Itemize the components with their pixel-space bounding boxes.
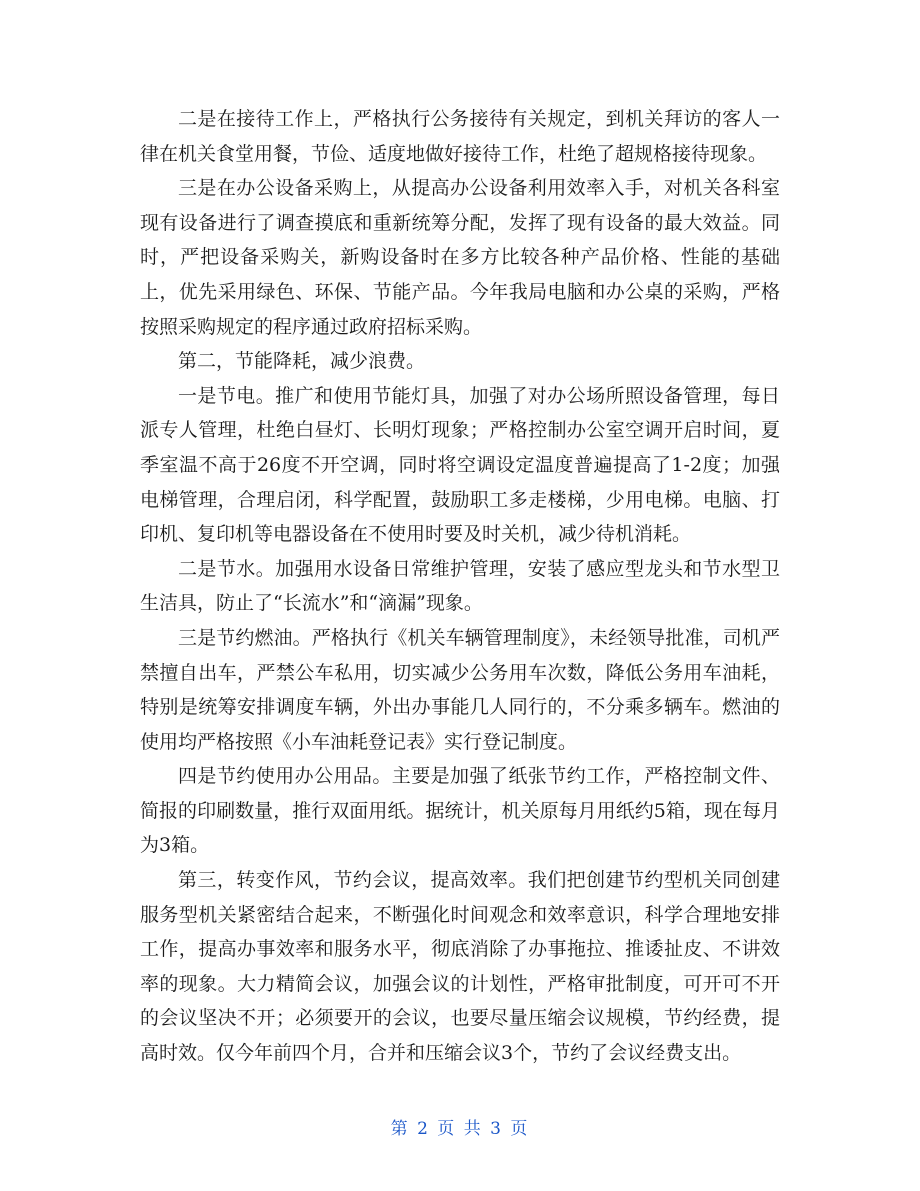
paragraph-fuel: 三是节约燃油。严格执行《机关车辆管理制度》，未经领导批准，司机严禁擅自出车，严禁公车私用，切实减少公务用车次数，降低公务用车油耗，特别是统筹安排调度车辆，外出办事能几人同行的，不分乘多辆车。燃油的使用均严格按照《小车油耗登记表》实行登记制度。 — [140, 626, 780, 753]
paragraph-section-three: 第三，转变作风，节约会议，提高效率。我们把创建节约型机关同创建服务型机关紧密结合起来，不断强化时间观念和效率意识，科学合理地安排工作，提高办事效率和服务水平，彻底消除了办事拖拉、推诿扯皮、不讲效率的现象。大力精简会议，加强会议的计划性，严格审批制度，可开可不开的会议坚决不开；必须要开的会议，也要尽量压缩会议规模，节约经费，提高时效。仅今年前四个月，合并和压缩会议3个，节约了会议经费支出。 — [140, 869, 780, 1065]
paragraph-section-two-heading: 第二，节能降耗，减少浪费。 — [178, 350, 426, 373]
paragraph-water: 二是节水。加强用水设备日常维护管理，安装了感应型龙头和节水型卫生洁具，防止了“长流水”和“滴漏”现象。 — [140, 557, 780, 615]
paragraph-reception: 二是在接待工作上，严格执行公务接待有关规定，到机关拜访的客人一律在机关食堂用餐，节俭、适度地做好接待工作，杜绝了超规格接待现象。 — [140, 108, 780, 165]
paragraph-equipment-procurement: 三是在办公设备采购上，从提高办公设备利用效率入手，对机关各科室现有设备进行了调查摸底和重新统筹分配，发挥了现有设备的最大效益。同时，严把设备采购关，新购设备时在多方比较各种产品价格、性能的基础上，优先采用绿色、环保、节能产品。今年我局电脑和办公桌的采购，严格按照采购规定的程序通过政府招标采购。 — [140, 177, 780, 338]
paragraph-electricity: 一是节电。推广和使用节能灯具，加强了对办公场所照设备管理，每日派专人管理，杜绝白昼灯、长明灯现象；严格控制办公室空调开启时间，夏季室温不高于26度不开空调，同时将空调设定温度普遍提高了1-2度；加强电梯管理，合理启闭，科学配置，鼓励职工多走楼梯，少用电梯。电脑、打印机、复印机等电器设备在不使用时要及时关机，减少待机消耗。 — [140, 384, 780, 546]
paragraph-office-supplies: 四是节约使用办公用品。主要是加强了纸张节约工作，严格控制文件、简报的印刷数量，推行双面用纸。据统计，机关原每月用纸约5箱，现在每月为3箱。 — [140, 765, 780, 857]
document-body — [140, 102, 780, 1071]
page-number-footer: 第 2 页 共 3 页 — [390, 1119, 530, 1139]
